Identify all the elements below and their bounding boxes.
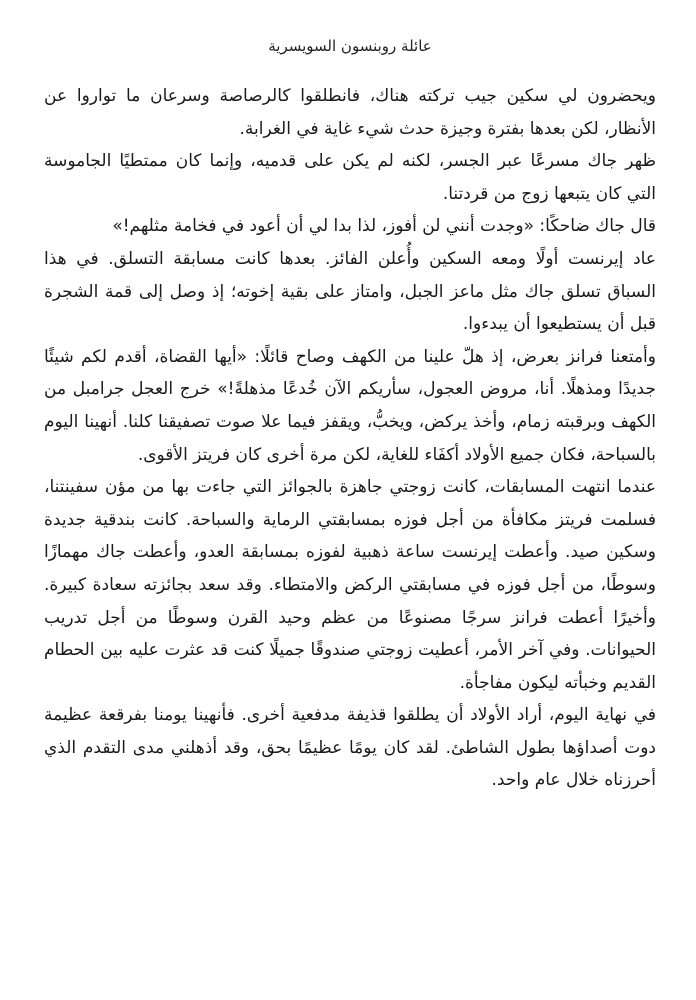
paragraph-7: في نهاية اليوم، أراد الأولاد أن يطلقوا قذيفة مدفعية أخرى. فأنهينا يومنا بفرقعة عظيمة دوت أصداؤها بطول الشاطئ. لقد كان يومًا عظيمًا بحق، وقد أذهلني مدى التقدم الذي أحرزناه خلال عام واحد. [44,705,656,791]
running-header: عائلة روبنسون السويسرية [268,37,432,55]
paragraph-3: قال جاك ضاحكًا: «وجدت أنني لن أفوز، لذا بدا لي أن أعود في فخامة مثلهم!» [112,216,656,237]
paragraph-2: ظهر جاك مسرعًا عبر الجسر، لكنه لم يكن على قدميه، وإنما كان ممتطيًا الجاموسة التي كان يتبعها زوج من قردتنا. [44,151,656,204]
paragraph-5: وأمتعنا فرانز بعرض، إذ هلّ علينا من الكهف وصاح قائلًا: «أيها القضاة، أقدم لكم شيئًا جديدًا ومذهلًا. أنا، مروض العجول، سأريكم الآن خُدعًا مذهلةً!» خرج العجل جرامبل من الكهف وبرقبته زمام، وأخذ يركض، ويخبُّ، ويقفز فيما علا صوت تصفيقنا كلنا. أنهينا اليوم بالسباحة، فكان جميع الأولاد أكفَاء للغاية، لكن مرة أخرى كان فريتز الأقوى. [44,346,656,465]
paragraph-1: ويحضرون لي سكين جيب تركته هناك، فانطلقوا كالرصاصة وسرعان ما تواروا عن الأنظار، لكن بعدها بفترة وجيزة حدث شيء غاية في الغرابة. [44,86,656,139]
paragraph-4: عاد إيرنست أولًا ومعه السكين وأُعلن الفائز. بعدها كانت مسابقة التسلق. في هذا السباق تسلق جاك مثل ماعز الجبل، وامتاز على بقية إخوته؛ إذ وصل إلى قمة الشجرة قبل أن يستطيعوا أن يبدءوا. [44,248,656,335]
paragraph-6: عندما انتهت المسابقات، كانت زوجتي جاهزة بالجوائز التي جاءت بها من مؤن سفينتنا، فسلمت فريتز مكافأة من أجل فوزه بمسابقتي الرماية والسباحة. كانت بندقية جديدة وسكين صيد. وأعطت إيرنست ساعة ذهبية لفوزه بمسابقة العدو، وأعطت جاك مهمازًا وسوطًا، من أجل فوزه في مسابقتي الركض والامتطاء. وقد سعد بجائزته سعادة كبيرة. وأخيرًا أعطت فرانز سرجًا مصنوعًا من عظم وحيد القرن وسوطًا من أجل تدريب الحيوانات. وفي آخر الأمر، أعطيت زوجتي صندوقًا جميلًا كنت قد عثرت عليه بين الحطام القديم وخبأته ليكون مفاجأة. [44,477,656,693]
